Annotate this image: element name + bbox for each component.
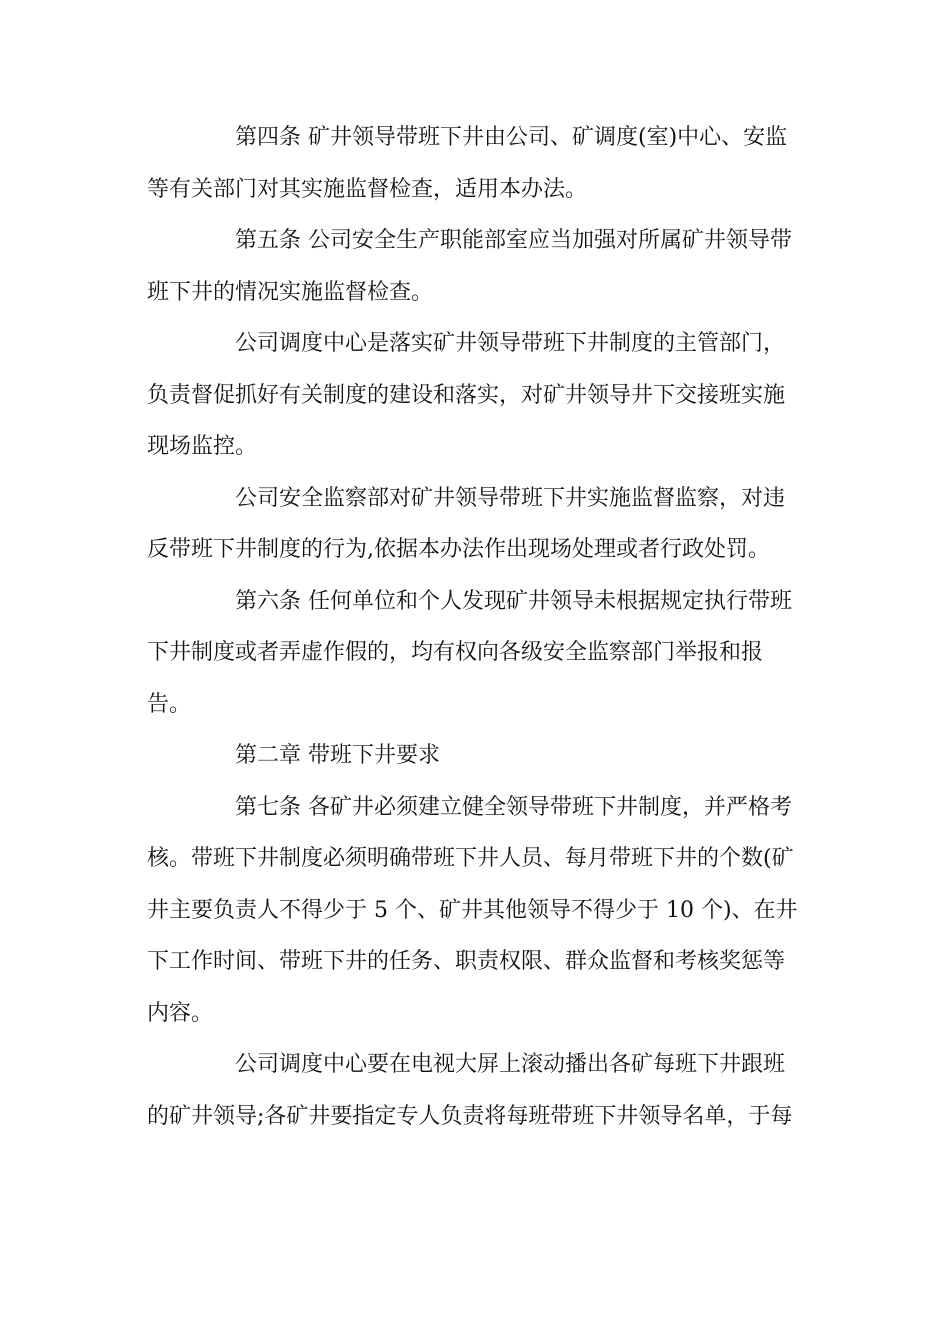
text-line: 公司调度中心要在电视大屏上滚动播出各矿每班下井跟班 bbox=[235, 1052, 786, 1077]
paragraph-article-5 bbox=[147, 215, 807, 318]
text-line: 公司调度中心是落实矿井领导带班下井制度的主管部门， bbox=[235, 331, 786, 356]
text-line: 告。 bbox=[147, 691, 192, 717]
text-line: 的矿井领导;各矿井要指定专人负责将每班带班下井领导名单，于每 bbox=[147, 1103, 793, 1129]
text-line: 第二章 带班下井要求 bbox=[235, 743, 440, 768]
paragraph-safety-supervision bbox=[147, 473, 807, 576]
text-line: 现场监控。 bbox=[147, 434, 258, 459]
text-line: 反带班下井制度的行为,依据本办法作出现场处理或者行政处罚。 bbox=[147, 537, 770, 562]
text-line: 公司安全监察部对矿井领导带班下井实施监督监察，对违 bbox=[235, 485, 786, 511]
text-line: 核。带班下井制度必须明确带班下井人员、每月带班下井的个数(矿 bbox=[147, 846, 794, 871]
paragraph-article-4 bbox=[147, 112, 807, 215]
text-line: 井主要负责人不得少于 5 个、矿井其他领导不得少于 10 个)、在井 bbox=[147, 897, 798, 923]
document-body bbox=[147, 112, 807, 1142]
text-line: 下工作时间、带班下井的任务、职责权限、群众监督和考核奖惩等 bbox=[147, 949, 786, 974]
chapter-heading bbox=[147, 730, 807, 782]
text-line: 第四条 矿井领导带班下井由公司、矿调度(室)中心、安监 bbox=[235, 125, 788, 150]
text-line: 班下井的情况实施监督检查。 bbox=[147, 279, 434, 305]
text-line: 下井制度或者弄虚作假的，均有权向各级安全监察部门举报和报 bbox=[147, 640, 764, 665]
paragraph-broadcast bbox=[147, 1039, 807, 1142]
text-line: 第五条 公司安全生产职能部室应当加强对所属矿井领导带 bbox=[235, 228, 792, 253]
text-line: 负责督促抓好有关制度的建设和落实，对矿井领导井下交接班实施 bbox=[147, 382, 786, 408]
paragraph-article-7 bbox=[147, 782, 807, 1040]
text-line: 内容。 bbox=[147, 1000, 214, 1026]
paragraph-article-6 bbox=[147, 576, 807, 731]
text-line: 第七条 各矿井必须建立健全领导带班下井制度，并严格考 bbox=[235, 794, 792, 820]
paragraph-dispatch-center bbox=[147, 318, 807, 473]
text-line: 等有关部门对其实施监督检查，适用本办法。 bbox=[147, 176, 588, 202]
text-line: 第六条 任何单位和个人发现矿井领导未根据规定执行带班 bbox=[235, 588, 792, 614]
